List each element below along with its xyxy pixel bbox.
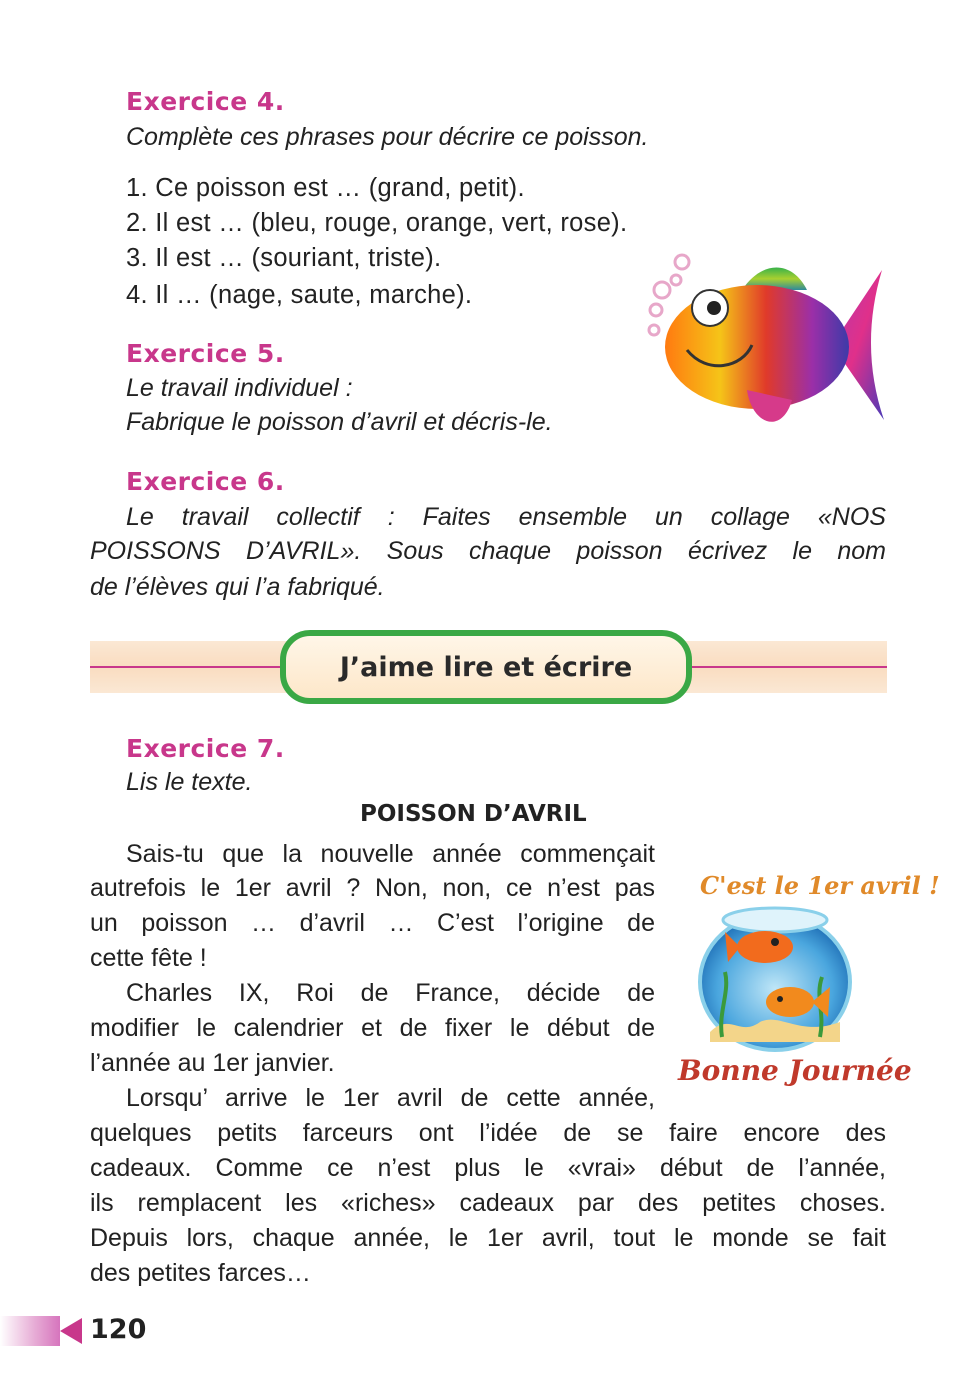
exercise-6-title: Exercice 6. [126, 467, 285, 496]
exercise-4-item: 4. Il … (nage, saute, marche). [126, 281, 473, 309]
exercise-5-title: Exercice 5. [126, 339, 285, 368]
exercise-5-line: Fabrique le poisson d’avril et décris-le. [126, 408, 553, 436]
reading-line: ils remplacent les «riches» cadeaux par des petites choses. [90, 1189, 886, 1217]
page-number: 120 [90, 1314, 147, 1345]
reading-title: POISSON D’AVRIL [360, 801, 587, 827]
reading-line: modifier le calendrier et de fixer le début de [90, 1014, 655, 1042]
reading-line: un poisson … d’avril … C’est l’origine de [90, 909, 655, 937]
card-bottom-text: Bonne Journée [678, 1054, 912, 1087]
rainbow-fish-illustration [632, 250, 892, 445]
exercise-6-line: Le travail collectif : Faites ensemble un collage «NOS [126, 503, 886, 531]
reading-line: cette fête ! [90, 944, 207, 972]
exercise-7-instruction: Lis le texte. [126, 768, 253, 796]
reading-line: des petites farces… [90, 1259, 311, 1287]
exercise-6-line: POISSONS D’AVRIL». Sous chaque poisson écrivez le nom [90, 537, 886, 565]
section-banner: J’aime lire et écrire [280, 630, 692, 704]
reading-line: cadeaux. Comme ce n’est plus le «vrai» début de l’année, [90, 1154, 886, 1182]
exercise-5-line: Le travail individuel : [126, 374, 353, 402]
reading-line: l’année au 1er janvier. [90, 1049, 335, 1077]
exercise-4-item: 1. Ce poisson est … (grand, petit). [126, 174, 525, 202]
exercise-4-title: Exercice 4. [126, 87, 285, 116]
banner-rule-right [692, 666, 887, 668]
card-top-text: C'est le 1er avril ! [700, 871, 940, 900]
exercise-6-line: de l’élèves qui l’a fabriqué. [90, 573, 385, 601]
page-tab [0, 1316, 60, 1346]
exercise-4-instruction: Complète ces phrases pour décrire ce poisson. [126, 123, 649, 151]
exercise-4-item: 3. Il est … (souriant, triste). [126, 244, 442, 272]
reading-line: quelques petits farceurs ont l’idée de se faire encore des [90, 1119, 886, 1147]
reading-line: Charles IX, Roi de France, décide de [126, 979, 655, 1007]
exercise-7-title: Exercice 7. [126, 734, 285, 763]
reading-line: Lorsqu’ arrive le 1er avril de cette année, [126, 1084, 655, 1112]
reading-line: autrefois le 1er avril ? Non, non, ce n’est pas [90, 874, 655, 902]
exercise-4-item: 2. Il est … (bleu, rouge, orange, vert, rose). [126, 209, 628, 237]
arrow-left-icon [60, 1318, 82, 1344]
fishbowl-card-illustration [670, 862, 940, 1092]
banner-rule-left [90, 666, 280, 668]
reading-line: Sais-tu que la nouvelle année commençait [126, 840, 655, 868]
reading-line: Depuis lors, chaque année, le 1er avril, tout le monde se fait [90, 1224, 886, 1252]
